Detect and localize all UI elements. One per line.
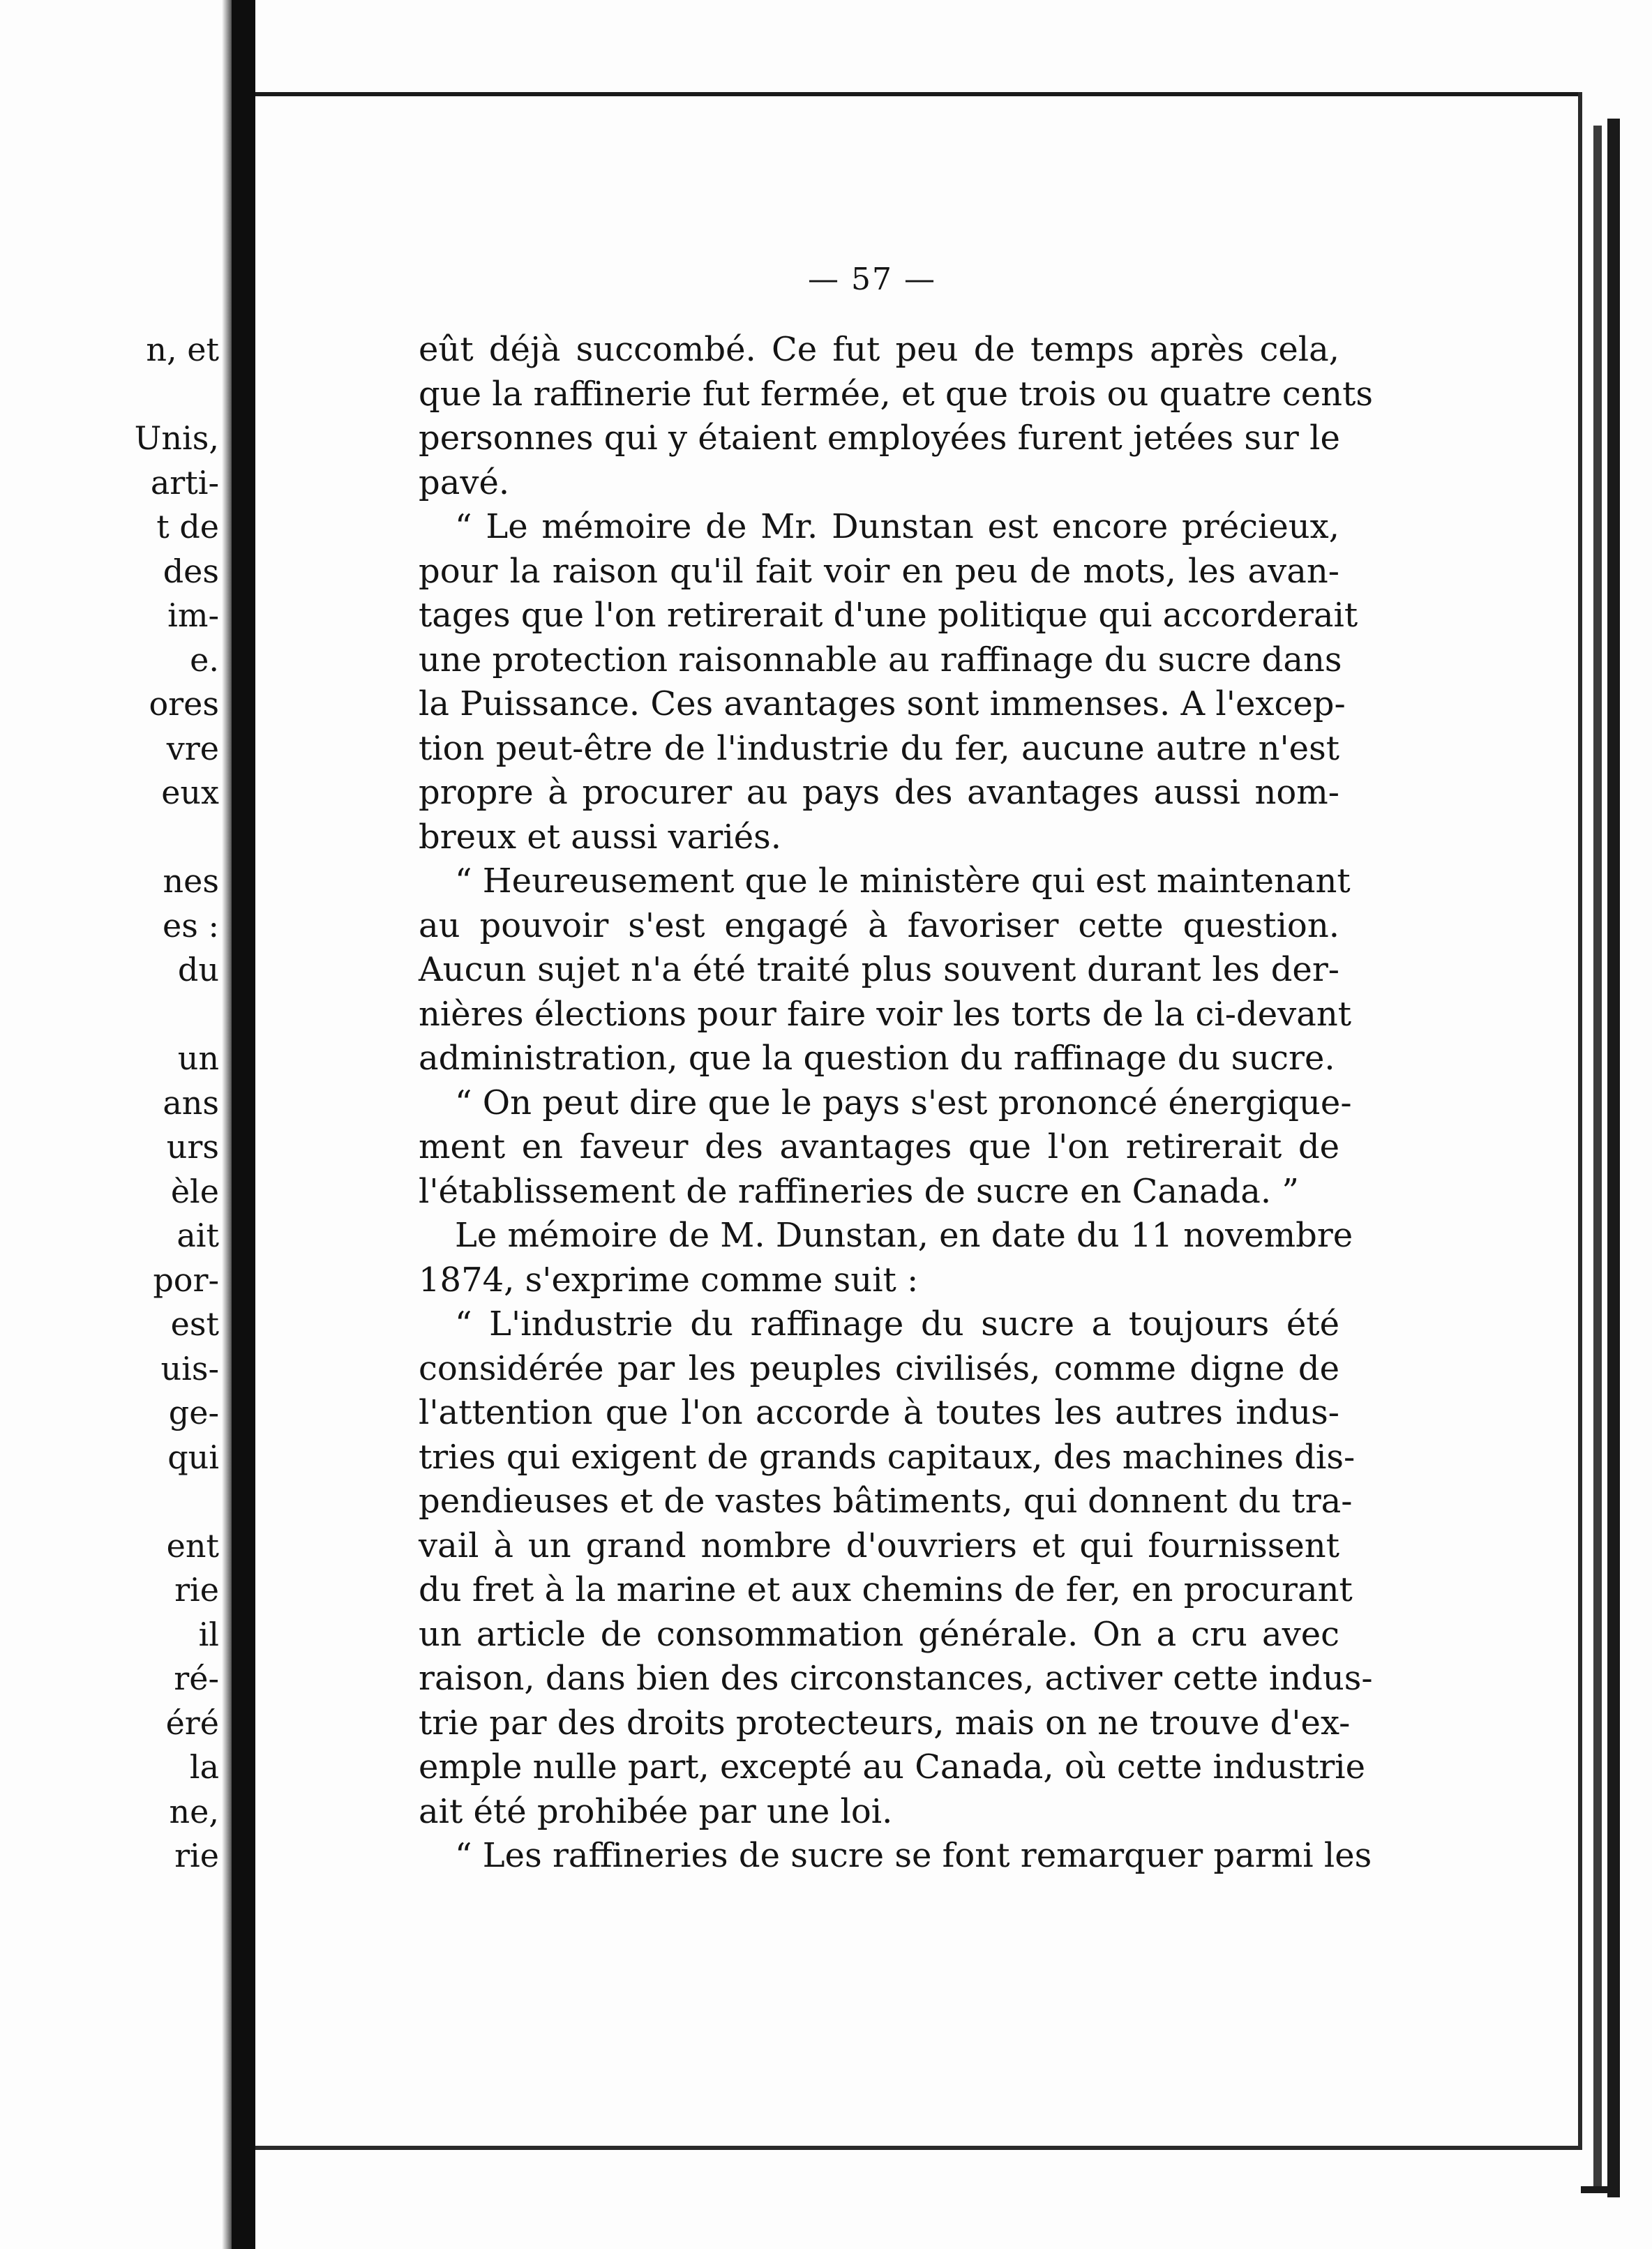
left-fragment-line: vre	[166, 729, 219, 767]
text-line: raison, dans bien des circonstances, activer cette indus-	[419, 1659, 1373, 1698]
left-fragment-line	[0, 1480, 219, 1524]
text-line: “ Les raffineries de sucre se font remarquer parmi les	[455, 1836, 1372, 1875]
page-edge-bottom	[255, 2146, 1581, 2150]
left-fragment-line: urs	[166, 1128, 219, 1166]
left-fragment-line: du	[177, 951, 219, 988]
left-fragment-line: ent	[166, 1526, 219, 1565]
left-page-fragment	[0, 328, 223, 1879]
left-fragment-line: ré-	[174, 1660, 219, 1697]
text-line: “ Le mémoire de Mr. Dunstan est encore précieux,	[455, 507, 1339, 546]
text-line: l'attention que l'on accorde à toutes les autres indus-	[419, 1393, 1339, 1432]
text-line: une protection raisonnable au raffinage du sucre dans	[419, 640, 1342, 679]
left-fragment-line: ge-	[168, 1394, 219, 1431]
text-line: tries qui exigent de grands capitaux, des machines dis-	[419, 1437, 1356, 1477]
left-fragment-line: il	[198, 1615, 219, 1653]
text-line: considérée par les peuples civilisés, comme digne de	[419, 1348, 1339, 1388]
left-fragment-line: qui	[167, 1438, 219, 1476]
left-fragment-line: e.	[190, 640, 219, 679]
text-line: un article de consommation générale. On a cru avec	[419, 1614, 1339, 1654]
text-line: tion peut-être de l'industrie du fer, aucune autre n'est	[419, 728, 1339, 768]
left-fragment-line: ne,	[169, 1792, 219, 1830]
text-line: l'établissement de raffineries de sucre en Canada. ”	[419, 1171, 1299, 1211]
page-number: — 57 —	[808, 262, 936, 297]
left-fragment-line: rie	[174, 1837, 219, 1874]
left-fragment-line: uis-	[160, 1349, 219, 1387]
text-line: Le mémoire de M. Dunstan, en date du 11 novembre	[455, 1216, 1353, 1255]
left-fragment-line: rie	[174, 1571, 219, 1609]
page-edge-stack	[1593, 126, 1602, 2190]
text-line: nières élections pour faire voir les torts de la ci-devant	[419, 994, 1352, 1034]
text-line: que la raffinerie fut fermée, et que trois ou quatre cents	[419, 374, 1373, 414]
page-edge-top	[255, 92, 1581, 96]
left-fragment-line	[0, 815, 219, 860]
left-fragment-line: t de	[156, 508, 219, 546]
text-line: “ Heureusement que le ministère qui est maintenant	[455, 862, 1351, 901]
left-fragment-line: nes	[163, 862, 219, 900]
text-line: administration, que la question du raffinage du sucre.	[419, 1039, 1335, 1078]
left-fragment-line: ans	[163, 1083, 219, 1122]
left-fragment-line: ores	[149, 685, 219, 723]
text-line: la Puissance. Ces avantages sont immenses. A l'excep-	[419, 684, 1346, 723]
text-line: pour la raison qu'il fait voir en peu de mots, les avan-	[419, 551, 1339, 591]
text-line: vail à un grand nombre d'ouvriers et qui fournissent	[419, 1526, 1339, 1565]
left-fragment-line: est	[170, 1305, 219, 1343]
text-line: personnes qui y étaient employées furent jetées sur le	[419, 419, 1340, 458]
left-fragment-line: Unis,	[134, 419, 219, 457]
left-fragment-line: n, et	[146, 331, 219, 368]
text-line: “ L'industrie du raffinage du sucre a toujours été	[455, 1304, 1339, 1344]
text-line: pavé.	[419, 462, 510, 502]
text-line: emple nulle part, excepté au Canada, où cette industrie	[419, 1747, 1366, 1787]
left-fragment-line: ait	[177, 1217, 219, 1254]
left-fragment-line: eux	[161, 774, 219, 811]
page-edge-bottom-corner	[1581, 2186, 1620, 2193]
left-fragment-line: arti-	[150, 463, 219, 502]
text-line: Aucun sujet n'a été traité plus souvent durant les der-	[419, 950, 1339, 989]
text-line: trie par des droits protecteurs, mais on ne trouve d'ex-	[419, 1703, 1351, 1743]
text-line: au pouvoir s'est engagé à favoriser cette question.	[419, 905, 1339, 945]
left-fragment-line: des	[163, 552, 219, 590]
left-fragment-line: por-	[153, 1261, 219, 1299]
text-line: pendieuses et de vastes bâtiments, qui donnent du tra-	[419, 1482, 1353, 1521]
left-fragment-line: im-	[167, 596, 219, 634]
text-line: breux et aussi variés.	[419, 817, 782, 857]
book-gutter	[232, 0, 255, 2249]
page-body	[419, 328, 1373, 1879]
left-fragment-line: èle	[170, 1172, 219, 1210]
left-fragment-line: éré	[165, 1703, 219, 1742]
text-line: tages que l'on retirerait d'une politique qui accorderait	[419, 596, 1358, 635]
left-fragment-line: es :	[163, 906, 219, 945]
left-fragment-line	[0, 993, 219, 1037]
page-edge-stack-outer	[1607, 119, 1620, 2197]
page-edge-right	[1578, 92, 1582, 2150]
text-line: eût déjà succombé. Ce fut peu de temps après cela,	[419, 330, 1339, 369]
text-line: ait été prohibée par une loi.	[419, 1791, 893, 1831]
text-line: propre à procurer au pays des avantages aussi nom-	[419, 773, 1339, 812]
text-line: “ On peut dire que le pays s'est prononcé énergique-	[455, 1083, 1352, 1122]
left-fragment-line: un	[177, 1039, 219, 1077]
text-line: du fret à la marine et aux chemins de fer, en procurant	[419, 1570, 1353, 1609]
left-fragment-line: la	[189, 1748, 219, 1786]
left-fragment-line	[0, 373, 219, 417]
text-line: 1874, s'exprime comme suit :	[419, 1260, 919, 1300]
text-line: ment en faveur des avantages que l'on retirerait de	[419, 1127, 1339, 1166]
